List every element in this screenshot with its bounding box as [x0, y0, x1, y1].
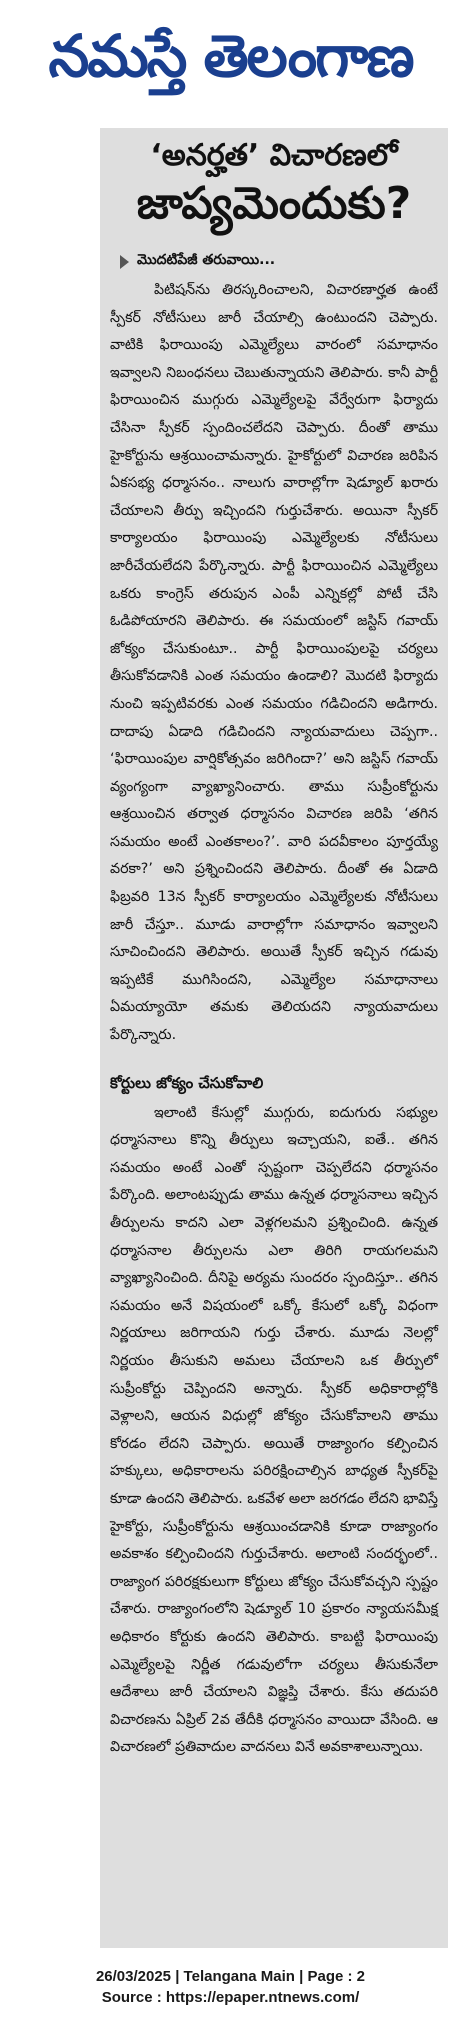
newspaper-logo: నమస్తే తెలంగాణ	[48, 22, 413, 90]
subheading: కోర్టులు జోక్యం చేసుకోవాలి	[110, 1073, 264, 1092]
arrow-right-icon	[120, 255, 129, 269]
continued-text: మొదటిపేజీ తరువాయి...	[137, 252, 276, 268]
paragraph-2: ఇలాంటి కేసుల్లో ముగ్గురు, ఐదుగురు సభ్యుల ధర్మాసనాలు కొన్ని తీర్పులు ఇచ్చాయని, ఐతే.. తగిన సమయం అంటే ఎంతో స్పష్టంగా చెప్పలేదని ధర్మాసనం పేర్కొంది. అలాంటప్పుడు తాము ఉన్నత ధర్మాసనాలు ఇచ్చిన తీర్పులను కాదని ఎలా వెళ్లగలమని ప్రశ్నించింది. ఉన్నత ధర్మాసనాల తీర్పులను ఎలా తిరిగి రాయగలమని వ్యాఖ్యానించింది. దీనిపై అర్యమ సుందరం స్పందిస్తూ.. తగిన సమయం అనే విషయంలో ఒక్కో కేసులో ఒక్కో విధంగా నిర్ణయాలు జరిగాయని గుర్తు చేశారు. మూడు నెలల్లో నిర్ణయం తీసుకుని అమలు చేయాలని ఒక తీర్పులో సుప్రీంకోర్టు చెప్పిందని అన్నారు. స్పీకర్ అధికారాల్లోకి వెళ్లాలని, ఆయన విధుల్లో జోక్యం చేసుకోవాలని తాము కోరడం లేదని చెప్పారు. అయితే రాజ్యాంగం కల్పించిన హక్కులు, అధికారాలను పరిరక్షించాల్సిన బాధ్యత స్పీకర్‌పై కూడా ఉందని తెలిపారు. ఒకవేళ అలా జరగడం లేదని భావిస్తే హైకోర్టు, సుప్రీంకోర్టును ఆశ్రయించడానికి కూడా రాజ్యాంగం అవకాశం కల్పించిందని గుర్తుచేశారు. అలాంటి సందర్భంలో.. రాజ్యాంగ పరిరక్షకులుగా కోర్టులు జోక్యం చేసుకోవచ్చని స్పష్టం చేశారు. రాజ్యాంగంలోని షెడ్యూల్ 10 ప్రకారం న్యాయసమీక్ష అధికారం కోర్టుకు ఉందని తెలిపారు. కాబట్టి ఫిరాయింపు ఎమ్మెల్యేలపై నిర్ణీత గడువులోగా చర్యలు తీసుకునేలా ఆదేశాలు జారీ చేయాలని విజ్ఞప్తి చేశారు. కేసు తదుపరి విచారణను ఏప్రిల్ 2వ తేదీకి ధర్మాసనం వాయిదా వేసింది. ఆ విచారణలో ప్రతివాదుల వాదనలు వినే అవకాశాలున్నాయి.	[110, 1104, 438, 1756]
continued-from-label	[120, 252, 438, 271]
article-body	[100, 277, 448, 1050]
article-body-2	[100, 1100, 448, 1762]
headline-line-2: జాప్యమెందుకు?	[136, 178, 412, 229]
headline-line-1: ‘అనర్హత’ విచారణలో	[150, 138, 398, 173]
masthead	[0, 0, 461, 112]
source-url-line: Source : https://epaper.ntnews.com/	[101, 1989, 360, 2006]
headline	[100, 128, 448, 232]
paragraph-1: పిటిషన్‌ను తిరస్కరించాలని, విచారణార్హత ఉంటే స్పీకర్ నోటీసులు జారీ చేయాల్సి ఉంటుందని చెప్పారు. వాటికి ఫిరాయింపు ఎమ్మెల్యేలు వారంలో సమాధానం ఇవ్వాలని నిబంధనలు చెబుతున్నాయని తెలిపారు. కానీ పార్టీ ఫిరాయించిన ముగ్గురు ఎమ్మెల్యేలపై వేర్వేరుగా ఫిర్యాదు చేసినా స్పీకర్ స్పందించలేదని చెప్పారు. దీంతో తాము హైకోర్టును ఆశ్రయించామన్నారు. హైకోర్టులో విచారణ జరిపిన ఏకసభ్య ధర్మాసనం.. నాలుగు వారాల్లోగా షెడ్యూల్ ఖరారు చేయాలని తీర్పు ఇచ్చిందని గుర్తుచేశారు. అయినా స్పీకర్ కార్యాలయం ఫిరాయింపు ఎమ్మెల్యేలకు నోటీసులు జారీచేయలేదని పేర్కొన్నారు. పార్టీ ఫిరాయించిన ఎమ్మెల్యేలు ఒకరు కాంగ్రెస్ తరుపున ఎంపీ ఎన్నికల్లో పోటీ చేసి ఓడిపోయారని తెలిపారు. ఈ సమయంలో జస్టిస్ గవాయ్ జోక్యం చేసుకుంటూ.. పార్టీ ఫిరాయింపులపై చర్యలు తీసుకోవడానికి ఎంత సమయం ఉండాలి? మొదటి ఫిర్యాదు నుంచి ఇప్పటివరకు ఎంత సమయం గడిచిందని అడిగారు. దాదాపు ఏడాది గడిచిందని న్యాయవాదులు చెప్పగా.. ‘ఫిరాయింపుల వార్షికోత్సవం జరిగిందా?’ అని జస్టిస్ గవాయ్ వ్యంగ్యంగా వ్యాఖ్యానించారు. తాము సుప్రీంకోర్టును ఆశ్రయించిన తర్వాత ధర్మాసనం విచారణ జరిపి ‘తగిన సమయం అంటే ఎంతకాలం?’. వారి పదవీకాలం పూర్తయ్యే వరకా?’ అని ప్రశ్నించిందని తెలిపారు. దీంతో ఈ ఏడాది ఫిబ్రవరి 13న స్పీకర్ కార్యాలయం ఎమ్మెల్యేలకు నోటీసులు జారీ చేస్తూ.. మూడు వారాల్లోగా సమాధానం ఇవ్వాలని సూచించిందని తెలిపారు. అయితే స్పీకర్ ఇచ్చిన గడువు ఇప్పటికే ముగిసిందని, ఎమ్మెల్యేల సమాధానాలు ఏమయ్యాయో తమకు తెలియదని న్యాయవాదులు పేర్కొన్నారు.	[110, 282, 438, 1044]
article-panel	[100, 128, 448, 1948]
source-footer	[0, 1966, 461, 2008]
date-page-line: 26/03/2025 | Telangana Main | Page : 2	[95, 1968, 366, 1985]
